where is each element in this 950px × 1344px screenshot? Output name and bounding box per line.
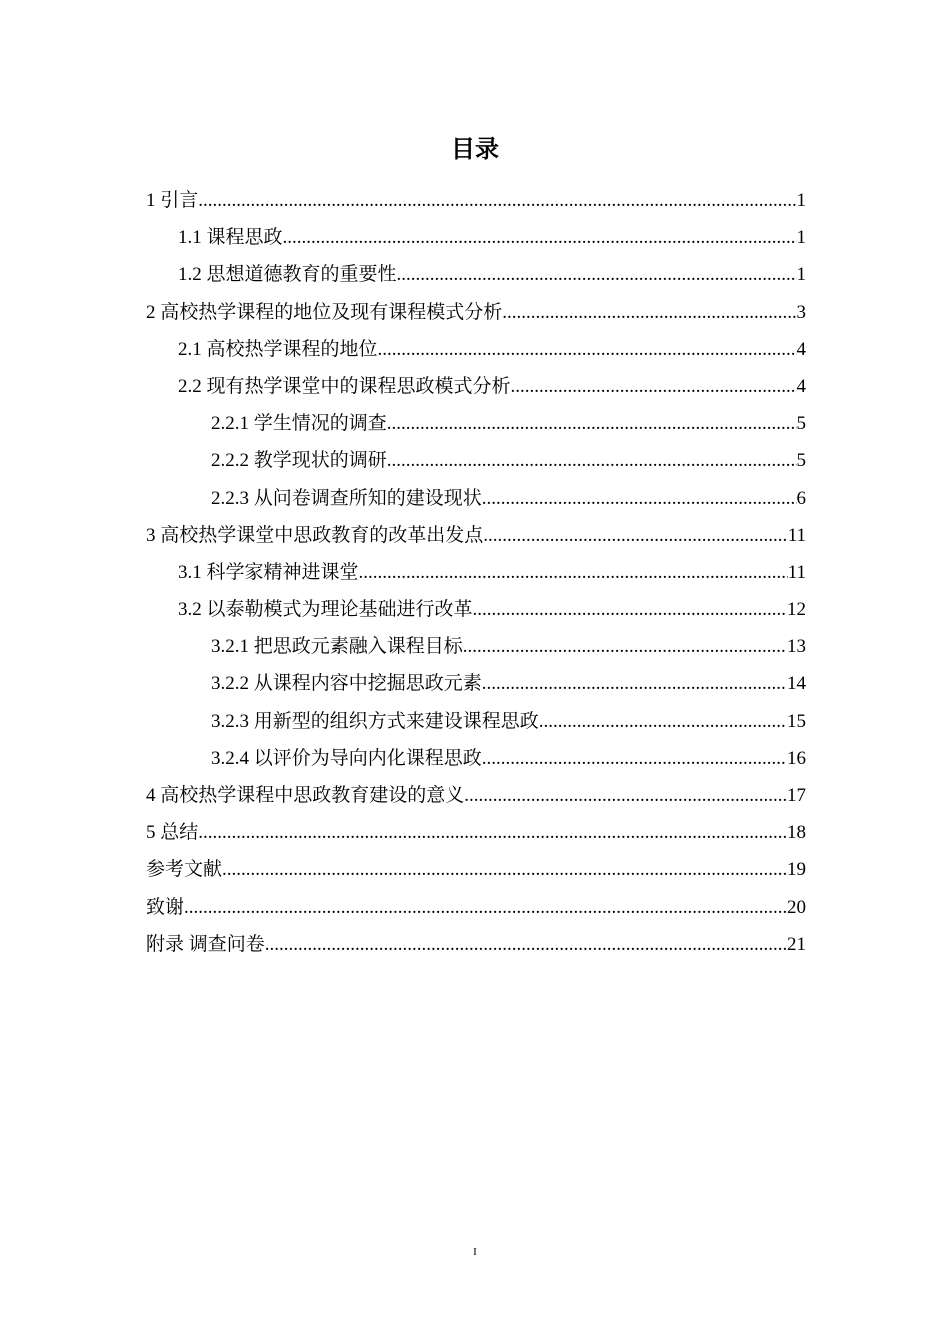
toc-entry-3-2[interactable] [146, 591, 806, 628]
toc-entry-label: 4 高校热学课程中思政教育建设的意义 [146, 785, 465, 806]
toc-entry-label: 2.2.1 学生情况的调查 [211, 413, 387, 435]
toc-entry-3[interactable] [146, 517, 806, 554]
toc-entry-2-2-1[interactable] [146, 405, 806, 442]
dot-leader [473, 591, 787, 628]
toc-entry-3-2-1[interactable] [146, 628, 806, 665]
toc-entry-page: 15 [787, 710, 806, 732]
toc-entry-acknowledgements[interactable] [146, 889, 806, 926]
toc-entry-page: 5 [796, 450, 806, 472]
toc-entry-label: 5 总结 [146, 822, 199, 844]
toc-entry-page: 6 [796, 487, 806, 509]
toc-entry-page: 4 [796, 375, 806, 397]
toc-entry-references[interactable] [146, 851, 806, 888]
dot-leader [464, 777, 787, 814]
toc-entry-page: 1 [796, 264, 806, 286]
toc-entry-page: 5 [796, 413, 806, 435]
page-number: I [473, 1246, 477, 1258]
toc-entry-label: 2.2.2 教学现状的调研 [211, 450, 387, 472]
toc-entry-2-2[interactable] [146, 368, 806, 405]
toc-entry-label: 1.2 思想道德教育的重要性 [178, 264, 397, 286]
toc-entry-5[interactable] [146, 814, 806, 851]
table-of-contents [146, 182, 806, 963]
toc-entry-1-1[interactable] [146, 219, 806, 256]
toc-entry-label: 3.2.4 以评价为导向内化课程思政 [211, 747, 482, 769]
dot-leader [387, 442, 797, 479]
toc-entry-appendix[interactable] [146, 926, 806, 963]
toc-entry-page: 17 [787, 785, 806, 806]
dot-leader [539, 703, 787, 740]
toc-entry-label: 3 高校热学课堂中思政教育的改革出发点 [146, 524, 484, 546]
toc-entry-page: 1 [796, 227, 806, 249]
toc-entry-1[interactable] [146, 182, 806, 219]
toc-entry-label: 附录 调查问卷 [146, 933, 265, 955]
dot-leader [397, 256, 797, 293]
toc-entry-page: 13 [787, 636, 806, 658]
dot-leader [184, 889, 787, 926]
toc-entry-label: 1 引言 [146, 190, 199, 211]
toc-entry-label: 2.1 高校热学课程的地位 [178, 338, 378, 360]
dot-leader [222, 851, 787, 888]
dot-leader [463, 628, 787, 665]
dot-leader [511, 368, 797, 405]
toc-title: 目录 [451, 135, 499, 163]
toc-entry-page: 12 [787, 599, 806, 621]
toc-entry-2-2-2[interactable] [146, 442, 806, 479]
toc-entry-label: 2 高校热学课程的地位及现有课程模式分析 [146, 301, 503, 323]
toc-entry-page: 18 [787, 822, 806, 844]
toc-entry-label: 3.2 以泰勒模式为理论基础进行改革 [178, 599, 473, 621]
dot-leader [198, 182, 796, 219]
toc-entry-page: 21 [787, 933, 806, 955]
toc-entry-2-1[interactable] [146, 331, 806, 368]
toc-entry-label: 3.2.2 从课程内容中挖掘思政元素 [211, 673, 482, 695]
toc-entry-label: 3.2.1 把思政元素融入课程目标 [211, 636, 463, 658]
toc-entry-page: 19 [787, 859, 806, 881]
toc-entry-3-1[interactable] [146, 554, 806, 591]
toc-entry-1-2[interactable] [146, 256, 806, 293]
toc-entry-page: 20 [787, 896, 806, 918]
toc-entry-page: 11 [787, 524, 806, 546]
dot-leader [483, 517, 787, 554]
toc-entry-page: 3 [796, 301, 806, 323]
dot-leader [482, 740, 787, 777]
toc-entry-page: 11 [787, 561, 806, 583]
toc-entry-page: 4 [796, 338, 806, 360]
toc-entry-label: 参考文献 [146, 859, 223, 881]
toc-entry-label: 3.1 科学家精神进课堂 [178, 561, 359, 583]
dot-leader [482, 480, 797, 517]
dot-leader [378, 331, 797, 368]
toc-entry-label: 致谢 [146, 896, 185, 918]
dot-leader [482, 665, 787, 702]
dot-leader [387, 405, 797, 442]
dot-leader [283, 219, 797, 256]
toc-entry-label: 2.2.3 从问卷调查所知的建设现状 [211, 487, 482, 509]
toc-entry-3-2-3[interactable] [146, 703, 806, 740]
dot-leader [265, 926, 787, 963]
toc-entry-2[interactable] [146, 294, 806, 331]
dot-leader [198, 814, 787, 851]
toc-entry-label: 2.2 现有热学课堂中的课程思政模式分析 [178, 375, 511, 397]
toc-entry-page: 14 [787, 673, 806, 695]
dot-leader [502, 294, 796, 331]
toc-entry-4[interactable] [146, 777, 806, 814]
toc-entry-3-2-4[interactable] [146, 740, 806, 777]
toc-entry-3-2-2[interactable] [146, 665, 806, 702]
toc-entry-2-2-3[interactable] [146, 480, 806, 517]
toc-entry-label: 3.2.3 用新型的组织方式来建设课程思政 [211, 710, 539, 732]
dot-leader [359, 554, 788, 591]
toc-entry-page: 16 [787, 747, 806, 769]
toc-entry-label: 1.1 课程思政 [178, 227, 283, 249]
toc-entry-page: 1 [796, 190, 806, 211]
